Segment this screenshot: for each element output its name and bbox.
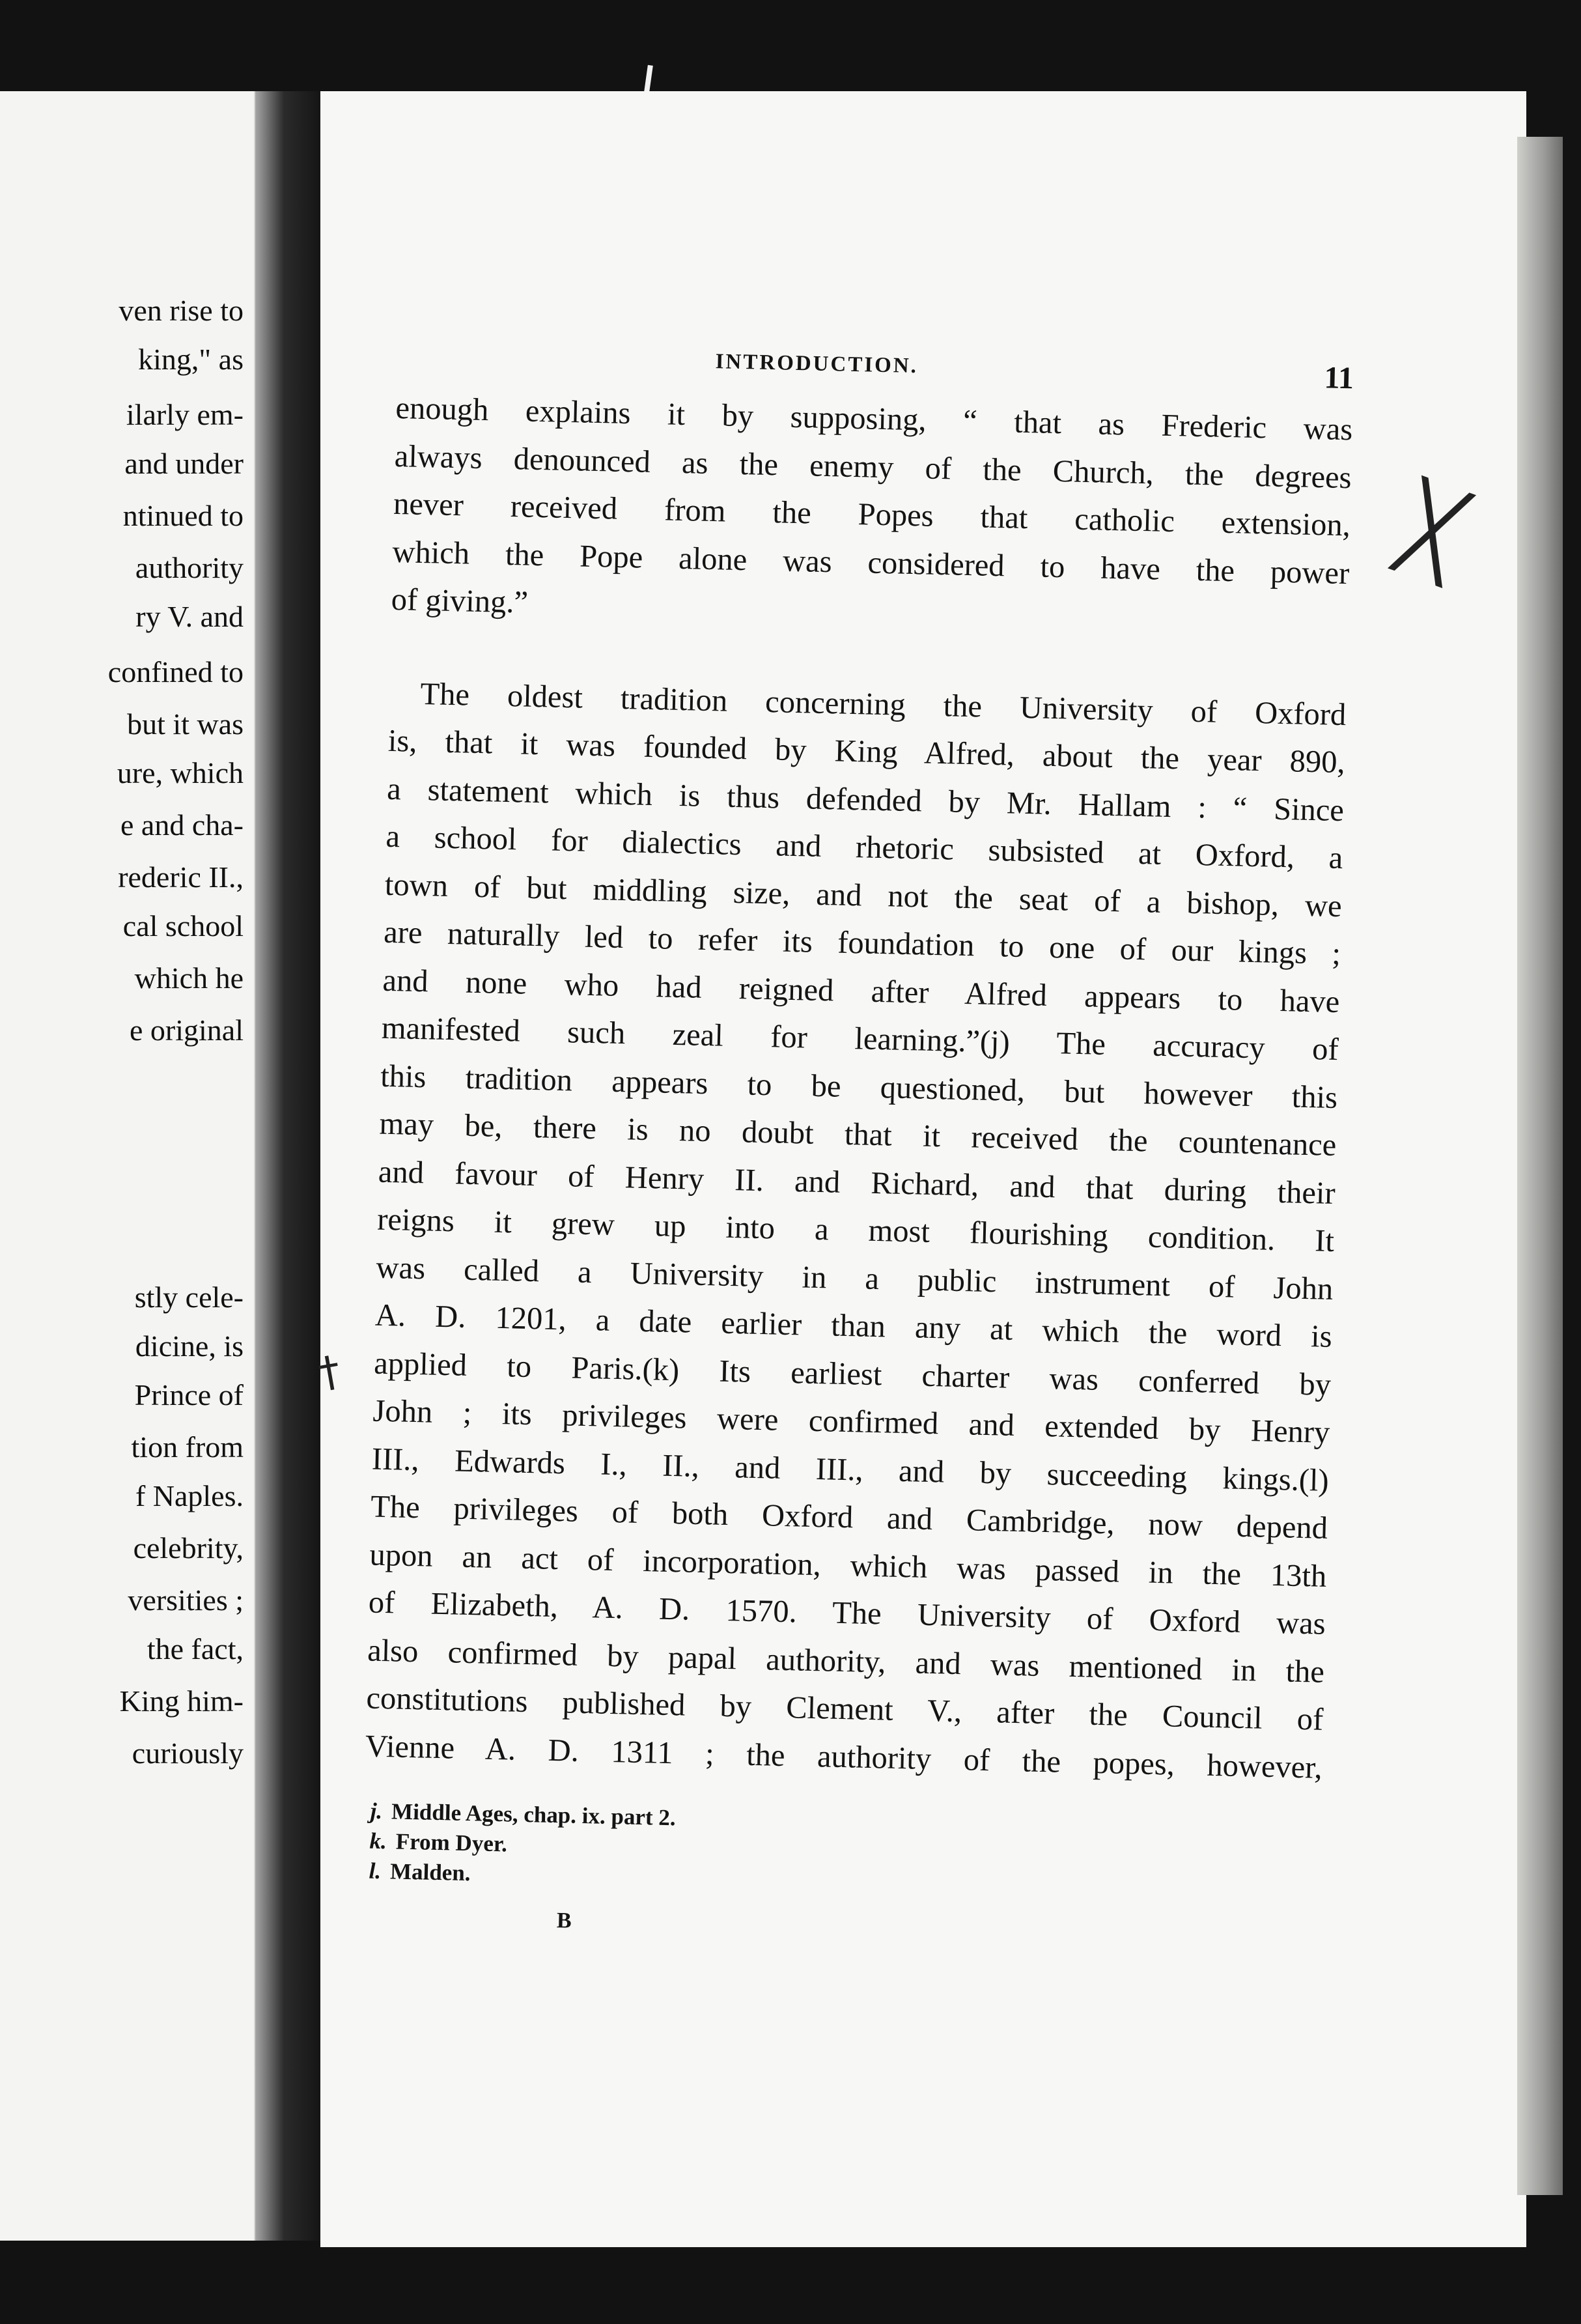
text-line: of giving.” — [391, 582, 529, 620]
left-page-text-fragment: king," as — [138, 343, 244, 376]
left-page-text-fragment: versities ; — [128, 1583, 244, 1617]
text-line: applied to Paris.(k) Its earliest charter was conferred by — [373, 1346, 1332, 1402]
text-line: and none who had reigned after Alfred appears to have — [382, 963, 1340, 1019]
left-page-text-fragment: the fact, — [147, 1632, 244, 1665]
text-line: reigns it grew up into a most flourishing condition. It — [376, 1202, 1335, 1258]
left-page-text-fragment: ure, which — [117, 756, 244, 789]
left-page-text-fragment: ry V. and — [135, 600, 244, 633]
left-page-text-fragment: e original — [130, 1013, 244, 1047]
text-line: are naturally led to refer its foundation to one of our kings ; — [383, 914, 1341, 972]
footnote-key: j. — [370, 1798, 383, 1824]
text-line: Vienne A. D. 1311 ; the authority of the popes, however, — [365, 1728, 1323, 1785]
left-page-text-fragment: celebrity, — [133, 1531, 244, 1565]
page-text-block — [361, 339, 1354, 1951]
left-page-text-fragment: f Naples. — [135, 1479, 244, 1512]
text-line: constitutions published by Clement V., after the Council of — [366, 1680, 1324, 1737]
text-line: may be, there is no doubt that it received the countenance — [379, 1106, 1337, 1163]
footnote-text: Malden. — [389, 1858, 471, 1886]
left-page-text-fragment: rederic II., — [118, 860, 244, 894]
footnote-key: l. — [369, 1858, 382, 1884]
footnote-text: From Dyer. — [395, 1828, 508, 1857]
paragraph-2 — [365, 669, 1347, 1791]
text-line: manifested such zeal for learning.”(j) The accuracy of — [381, 1010, 1339, 1068]
text-line: always denounced as the enemy of the Church, the degrees — [394, 438, 1352, 495]
footnotes — [362, 1796, 1321, 1907]
text-line: A. D. 1201, a date earlier than any at which the word is — [374, 1297, 1333, 1354]
margin-cross-mark-left: † — [315, 1346, 344, 1398]
page-number: 11 — [1324, 360, 1354, 396]
left-page-text-fragment: dicine, is — [135, 1329, 244, 1363]
left-page-text-fragment: stly cele- — [134, 1281, 244, 1314]
footnote-text: Middle Ages, chap. ix. part 2. — [391, 1798, 677, 1831]
left-page-text-fragment: authority — [135, 551, 244, 584]
text-line: this tradition appears to be questioned, but however this — [380, 1058, 1338, 1115]
text-line: town of but middling size, and not the seat of a bishop, we — [384, 867, 1343, 924]
signature-mark: B — [556, 1908, 572, 1933]
text-line: The oldest tradition concerning the University of Oxford — [420, 676, 1347, 732]
left-page-text-fragment: and under — [124, 447, 244, 480]
margin-x-mark-right: ╳ — [1391, 476, 1473, 587]
text-line: was called a University in a public instrument of John — [376, 1250, 1334, 1307]
text-line: which the Pope alone was considered to have the power — [391, 534, 1350, 591]
text-line: and favour of Henry II. and Richard, and that during their — [378, 1154, 1336, 1211]
left-page-text-fragment: ilarly em- — [126, 398, 244, 431]
left-page-text-fragment: curiously — [132, 1736, 244, 1770]
page-edge — [1517, 137, 1563, 2195]
left-page-text-fragment: which he — [134, 961, 244, 995]
text-line: also confirmed by papal authority, and was mentioned in the — [367, 1632, 1325, 1690]
left-page-text-fragment: ven rise to — [119, 294, 244, 327]
left-page-text-fragment: confined to — [107, 655, 244, 688]
text-line: is, that it was founded by King Alfred, about the year 890, — [387, 723, 1346, 780]
left-page-text-fragment: ntinued to — [122, 499, 244, 532]
left-page-text-fragment: Prince of — [134, 1378, 244, 1411]
paragraph-1 — [391, 384, 1353, 645]
text-line: enough explains it by supposing, “ that as Frederic was — [395, 390, 1353, 447]
left-page-text-fragment: tion from — [131, 1430, 244, 1464]
book-gutter-shadow — [255, 91, 327, 2241]
text-line: III., Edwards I., II., and III., and by succeeding kings.(l) — [371, 1441, 1330, 1498]
left-page-text-fragment: but it was — [127, 707, 244, 741]
left-facing-page — [0, 91, 260, 2241]
running-head: INTRODUCTION. — [715, 350, 919, 378]
text-line: never received from the Popes that catholic extension, — [393, 486, 1351, 543]
left-page-text-fragment: King him- — [119, 1684, 244, 1718]
left-page-text-fragment: e and cha- — [120, 808, 244, 842]
text-line: John ; its privileges were confirmed and extended by Henry — [372, 1393, 1330, 1450]
text-line: The privileges of both Oxford and Cambridge, now depend — [370, 1489, 1328, 1546]
footnote-key: k. — [369, 1828, 387, 1854]
text-line: a school for dialectics and rhetoric subsisted at Oxford, a — [385, 819, 1343, 876]
text-line: a statement which is thus defended by Mr. Hallam : “ Since — [386, 771, 1345, 828]
text-line: of Elizabeth, A. D. 1570. The University of Oxford was — [368, 1585, 1326, 1641]
left-page-text-fragment: cal school — [122, 909, 244, 942]
text-line: upon an act of incorporation, which was passed in the 13th — [369, 1537, 1327, 1594]
